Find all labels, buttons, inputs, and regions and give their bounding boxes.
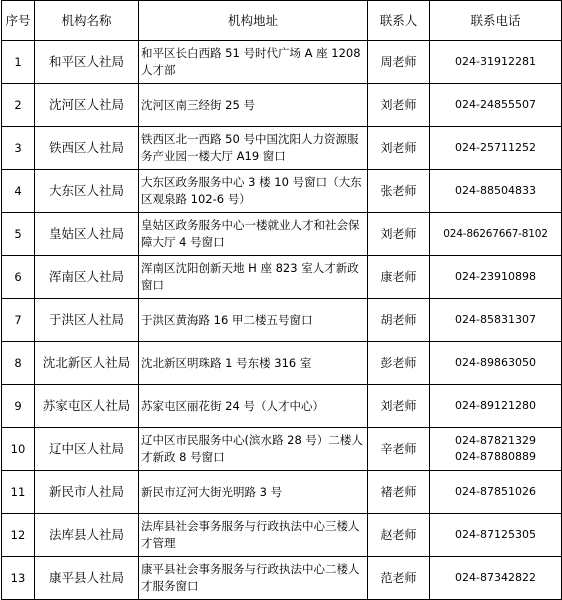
cell-phone	[430, 299, 562, 342]
phone-number: 024-85831307	[455, 313, 536, 326]
table-row	[2, 471, 562, 514]
cell-address-text: 辽中区市民服务中心(滨水路 28 号）二楼人才新政 8 号窗口	[141, 433, 363, 464]
table-row	[2, 127, 562, 170]
cell-address-text: 沈河区南三经街 25 号	[141, 97, 255, 112]
phone-number: 024-86267667-8102	[443, 228, 548, 240]
cell-address	[139, 170, 368, 213]
cell-address-text: 康平县社会事务服务与行政执法中心二楼人才服务窗口	[141, 562, 360, 593]
phone-number: 024-89863050	[455, 356, 536, 369]
phone-number: 024-25711252	[455, 141, 536, 154]
cell-name	[35, 342, 139, 385]
cell-name-text: 和平区人社局	[48, 53, 124, 69]
cell-contact-text: 胡老师	[380, 312, 417, 327]
cell-address-text: 新民市辽河大街光明路 3 号	[141, 484, 283, 499]
cell-name-text: 皇姑区人社局	[48, 225, 124, 241]
cell-seq-text: 7	[14, 312, 22, 327]
cell-name-text: 辽中区人社局	[48, 440, 124, 456]
cell-name-text: 康平县人社局	[48, 569, 124, 585]
cell-address	[139, 514, 368, 557]
table-row	[2, 84, 562, 127]
cell-address-text: 法库县社会事务服务与行政执法中心三楼人才管理	[141, 519, 360, 550]
cell-address-text: 大东区政务服务中心 3 楼 10 号窗口（大东区观泉路 102-6 号）	[141, 175, 362, 206]
cell-address-text: 于洪区黄海路 16 甲二楼五号窗口	[141, 312, 313, 327]
cell-phone	[430, 428, 562, 471]
cell-name-text: 铁西区人社局	[48, 139, 124, 155]
cell-phone	[430, 213, 562, 256]
cell-address	[139, 41, 368, 84]
cell-seq-text: 9	[14, 398, 22, 413]
cell-contact-text: 康老师	[380, 269, 417, 284]
cell-address	[139, 471, 368, 514]
table-row	[2, 514, 562, 557]
table-row	[2, 256, 562, 299]
cell-phone	[430, 170, 562, 213]
header-seq: 序号	[2, 1, 35, 41]
cell-name-text: 苏家屯区人社局	[42, 397, 131, 413]
cell-name-text: 于洪区人社局	[48, 311, 124, 327]
phone-number: 024-23910898	[455, 270, 536, 283]
cell-name	[35, 557, 139, 600]
table-header-row	[2, 1, 562, 41]
cell-name	[35, 256, 139, 299]
cell-contact	[368, 557, 430, 600]
cell-seq	[2, 84, 35, 127]
cell-contact	[368, 428, 430, 471]
cell-address	[139, 84, 368, 127]
phone-number: 024-87125305	[455, 528, 536, 541]
cell-name-text: 大东区人社局	[48, 182, 124, 198]
cell-phone	[430, 385, 562, 428]
cell-address	[139, 557, 368, 600]
cell-name-text: 沈北新区人社局	[42, 354, 131, 370]
cell-phone	[430, 514, 562, 557]
cell-phone	[430, 557, 562, 600]
cell-phone	[430, 127, 562, 170]
cell-name-text: 浑南区人社局	[48, 268, 124, 284]
cell-seq	[2, 514, 35, 557]
table-row	[2, 428, 562, 471]
phone-number: 024-87342822	[455, 571, 536, 584]
institution-table	[1, 0, 562, 600]
cell-name-text: 法库县人社局	[48, 526, 124, 542]
cell-contact	[368, 213, 430, 256]
cell-contact	[368, 514, 430, 557]
cell-name	[35, 385, 139, 428]
cell-seq	[2, 256, 35, 299]
cell-name	[35, 41, 139, 84]
cell-contact-text: 范老师	[380, 570, 417, 585]
phone-number: 024-87880889	[455, 450, 536, 463]
cell-address-text: 沈北新区明珠路 1 号东楼 316 室	[141, 355, 312, 370]
cell-phone	[430, 41, 562, 84]
cell-seq	[2, 385, 35, 428]
cell-contact	[368, 127, 430, 170]
cell-phone	[430, 342, 562, 385]
table-row	[2, 213, 562, 256]
cell-contact	[368, 385, 430, 428]
cell-address	[139, 342, 368, 385]
cell-contact-text: 彭老师	[380, 355, 417, 370]
cell-contact	[368, 342, 430, 385]
cell-name-text: 沈河区人社局	[48, 96, 124, 112]
cell-seq	[2, 471, 35, 514]
cell-name-text: 新民市人社局	[48, 483, 124, 499]
cell-contact-text: 刘老师	[380, 226, 417, 241]
cell-seq-text: 11	[10, 484, 26, 499]
table-row	[2, 385, 562, 428]
cell-seq-text: 10	[10, 441, 26, 456]
cell-seq	[2, 127, 35, 170]
table-row	[2, 342, 562, 385]
phone-number: 024-89121280	[455, 399, 536, 412]
cell-contact-text: 刘老师	[380, 398, 417, 413]
phone-number: 024-88504833	[455, 184, 536, 197]
header-contact: 联系人	[368, 1, 430, 41]
cell-address	[139, 428, 368, 471]
cell-contact-text: 褚老师	[380, 484, 417, 499]
cell-address	[139, 213, 368, 256]
cell-address-text: 浑南区沈阳创新天地 H 座 823 室人才新政窗口	[141, 261, 359, 292]
cell-phone	[430, 471, 562, 514]
cell-address	[139, 299, 368, 342]
header-phone: 联系电话	[430, 1, 562, 41]
cell-seq	[2, 41, 35, 84]
cell-address	[139, 385, 368, 428]
table-row	[2, 557, 562, 600]
cell-contact	[368, 84, 430, 127]
cell-contact	[368, 299, 430, 342]
phone-number: 024-87821329	[455, 434, 536, 447]
header-name: 机构名称	[35, 1, 139, 41]
cell-phone	[430, 84, 562, 127]
cell-contact	[368, 41, 430, 84]
cell-address-text: 皇姑区政务服务中心一楼就业人才和社会保障大厅 4 号窗口	[141, 218, 360, 249]
cell-seq-text: 8	[14, 355, 22, 370]
cell-seq	[2, 299, 35, 342]
cell-name	[35, 299, 139, 342]
cell-seq-text: 1	[14, 54, 22, 69]
cell-seq	[2, 428, 35, 471]
cell-address	[139, 127, 368, 170]
phone-number: 024-31912281	[455, 55, 536, 68]
cell-seq-text: 4	[14, 183, 22, 198]
cell-phone	[430, 256, 562, 299]
phone-number: 024-87851026	[455, 485, 536, 498]
table-row	[2, 299, 562, 342]
cell-contact-text: 刘老师	[380, 140, 417, 155]
cell-seq	[2, 170, 35, 213]
cell-name	[35, 84, 139, 127]
phone-number: 024-24855507	[455, 98, 536, 111]
cell-seq-text: 2	[14, 97, 22, 112]
cell-seq-text: 6	[14, 269, 22, 284]
header-address: 机构地址	[139, 1, 368, 41]
cell-seq-text: 13	[10, 570, 26, 585]
cell-address	[139, 256, 368, 299]
cell-name	[35, 514, 139, 557]
cell-seq-text: 5	[14, 226, 22, 241]
cell-address-text: 和平区长白西路 51 号时代广场 A 座 1208 人才部	[141, 46, 361, 77]
cell-seq	[2, 213, 35, 256]
cell-address-text: 苏家屯区丽花街 24 号（人才中心）	[141, 398, 324, 413]
cell-seq	[2, 342, 35, 385]
table-row	[2, 41, 562, 84]
cell-name	[35, 127, 139, 170]
cell-seq-text: 12	[10, 527, 26, 542]
cell-contact-text: 刘老师	[380, 97, 417, 112]
cell-address-text: 铁西区北一西路 50 号中国沈阳人力资源服务产业园一楼大厅 A19 窗口	[141, 132, 359, 163]
cell-contact	[368, 471, 430, 514]
cell-name	[35, 471, 139, 514]
table-row	[2, 170, 562, 213]
cell-contact-text: 辛老师	[380, 441, 417, 456]
cell-seq	[2, 557, 35, 600]
cell-name	[35, 213, 139, 256]
cell-contact-text: 张老师	[380, 183, 417, 198]
cell-contact	[368, 256, 430, 299]
cell-contact-text: 赵老师	[380, 527, 417, 542]
cell-seq-text: 3	[14, 140, 22, 155]
cell-name	[35, 170, 139, 213]
cell-contact-text: 周老师	[380, 54, 417, 69]
cell-name	[35, 428, 139, 471]
cell-contact	[368, 170, 430, 213]
